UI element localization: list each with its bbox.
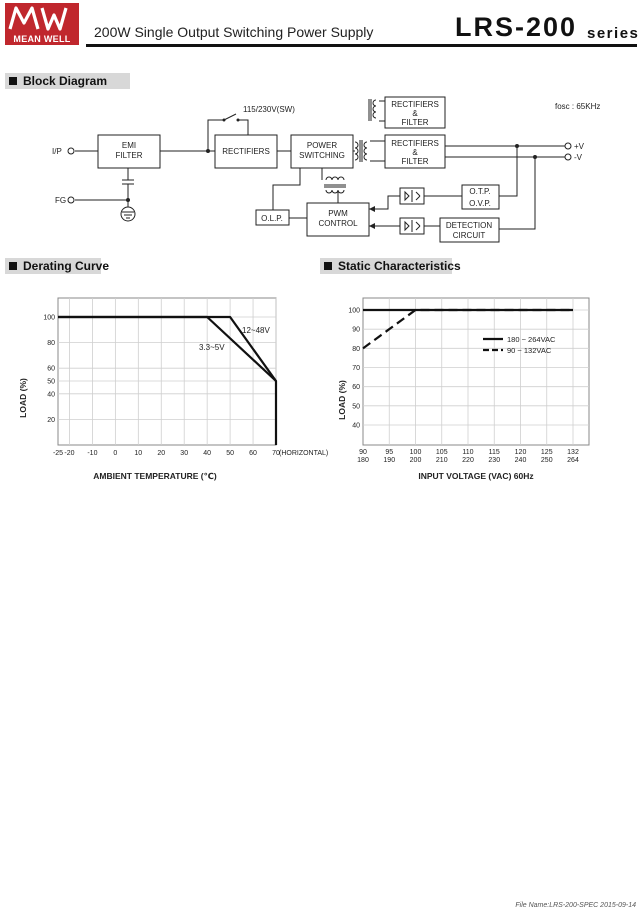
static-characteristics-chart (320, 280, 638, 490)
series-label: series (587, 25, 640, 42)
derating-x-tick-label: 0 (113, 450, 118, 457)
static-y-tick-label: 70 (352, 365, 360, 372)
rectifiers-label: RECTIFIERS (222, 147, 270, 156)
product-title: 200W Single Output Switching Power Supply (94, 24, 374, 40)
derating-x-tick-label: -20 (64, 450, 75, 457)
static-y-axis-label: LOAD (%) (337, 380, 347, 420)
fosc-label: fosc : 65KHz (555, 102, 601, 111)
ovp-label: O.V.P. (469, 199, 491, 208)
rect-aux-label-2: & (412, 109, 418, 118)
ip-label: I/P (52, 147, 62, 156)
derating-x-tick-label: 30 (180, 450, 189, 457)
derating-y-tick-label: 20 (47, 416, 55, 424)
static-y-tick-label: 60 (352, 384, 360, 392)
static-y-tick-label: 40 (352, 422, 360, 430)
section-derating-curve (5, 258, 110, 274)
derating-x-tick-label: -25 (52, 450, 64, 457)
static-y-tick-label: 80 (352, 345, 360, 353)
derating-x-tick-label: 60 (249, 450, 257, 457)
static-y-tick-label: 90 (352, 326, 360, 334)
legend-label-180-264: 180 ~ 264VAC (507, 335, 556, 344)
ip-terminal-icon (68, 148, 74, 154)
footer-file-info: File Name:LRS-200-SPEC 2015-09-14 (515, 902, 636, 909)
static-plot-frame (363, 298, 589, 445)
section-title: Static Characteristics (338, 259, 461, 273)
junction-dot (206, 149, 210, 153)
plus-v-label: +V (574, 142, 585, 151)
static-x-tick-label-alt: 250 (540, 457, 553, 464)
static-x-tick-label-alt: 210 (435, 457, 448, 464)
rect-main-label-3: FILTER (401, 157, 429, 166)
minus-v-label: -V (574, 153, 582, 162)
junction-dot (533, 155, 537, 159)
section-static-characteristics (320, 258, 461, 274)
junction-dot (126, 198, 130, 202)
otp-label: O.T.P. (469, 187, 491, 196)
static-x-tick-label-alt: 180 (357, 457, 369, 464)
section-title: Derating Curve (23, 259, 110, 273)
static-x-tick-label-alt: 200 (409, 457, 422, 464)
pwm-label-2: CONTROL (318, 219, 358, 228)
derating-series-label-3-5v: 3.3~5V (199, 343, 225, 352)
static-x-tick-label-alt: 190 (383, 457, 396, 464)
power-switching-label-1: POWER (306, 141, 338, 150)
derating-y-tick-label: 50 (47, 378, 55, 386)
pwm-label-1: PWM (328, 209, 348, 218)
section-title: Block Diagram (23, 74, 108, 88)
fg-terminal-icon (68, 197, 74, 203)
static-x-tick-label: 95 (385, 449, 394, 456)
derating-x-tick-label: 40 (203, 450, 212, 457)
emi-label-2: FILTER (115, 151, 143, 160)
section-bullet-icon (9, 262, 17, 270)
legend-label-90-132: 90 ~ 132VAC (507, 346, 552, 355)
detection-label-1: DETECTION (445, 221, 493, 230)
static-y-tick-label: 50 (352, 403, 360, 411)
derating-x-tick-label: 50 (226, 450, 235, 457)
detection-label-2: CIRCUIT (452, 231, 486, 240)
rect-aux-label-1: RECTIFIERS (391, 100, 439, 109)
derating-x-tick-label: 20 (157, 450, 166, 457)
derating-curve-chart (0, 280, 330, 490)
derating-x-tick-label: 10 (134, 450, 143, 457)
static-x-tick-label-alt: 220 (462, 457, 474, 464)
static-x-tick-label-alt: 230 (488, 457, 501, 464)
rect-main-label-1: RECTIFIERS (391, 139, 439, 148)
header-divider (86, 44, 637, 47)
derating-x-unit-note: (HORIZONTAL) (279, 450, 329, 457)
brand-name: MEAN WELL (5, 34, 79, 45)
fg-label: FG (55, 196, 67, 205)
rect-aux-label-3: FILTER (401, 118, 429, 127)
section-block-diagram (5, 73, 130, 89)
static-x-tick-label: 115 (488, 449, 500, 456)
static-x-tick-label-alt: 264 (567, 457, 579, 464)
static-x-tick-label: 90 (359, 449, 367, 456)
switch-label: 115/230V(SW) (243, 105, 295, 114)
static-x-tick-label: 132 (567, 449, 579, 456)
static-x-tick-label-alt: 240 (514, 457, 527, 464)
mw-logo-mark-icon (4, 3, 80, 35)
static-x-axis-label: INPUT VOLTAGE (VAC) 60Hz (418, 471, 534, 481)
derating-x-axis-label: AMBIENT TEMPERATURE (℃) (93, 471, 217, 481)
minus-v-terminal-icon (565, 154, 571, 160)
static-x-tick-label: 100 (409, 449, 422, 456)
static-x-tick-label: 125 (540, 449, 553, 456)
emi-label-1: EMI (121, 141, 137, 150)
derating-x-tick-label: -10 (87, 450, 98, 457)
section-bullet-icon (324, 262, 332, 270)
derating-plot-frame (58, 298, 276, 445)
derating-y-tick-label: 100 (43, 314, 55, 322)
rect-main-label-2: & (412, 148, 418, 157)
derating-series-label-12-48v: 12~48V (242, 326, 270, 335)
derating-y-tick-label: 40 (47, 391, 55, 399)
power-switching-label-2: SWITCHING (299, 151, 345, 160)
derating-x-tick-label: 70 (272, 450, 280, 457)
block-diagram (0, 90, 640, 250)
static-x-tick-label: 105 (435, 449, 448, 456)
section-bullet-icon (9, 77, 17, 85)
derating-y-tick-label: 60 (47, 365, 55, 373)
static-x-tick-label: 110 (462, 449, 474, 456)
model-number: LRS-200 (455, 12, 578, 42)
derating-y-tick-label: 80 (47, 340, 55, 348)
olp-label: O.L.P. (261, 214, 283, 223)
plus-v-terminal-icon (565, 143, 571, 149)
static-x-tick-label: 120 (514, 449, 527, 456)
junction-dot (515, 144, 519, 148)
derating-y-axis-label: LOAD (%) (18, 378, 28, 418)
static-y-tick-label: 100 (348, 307, 360, 315)
